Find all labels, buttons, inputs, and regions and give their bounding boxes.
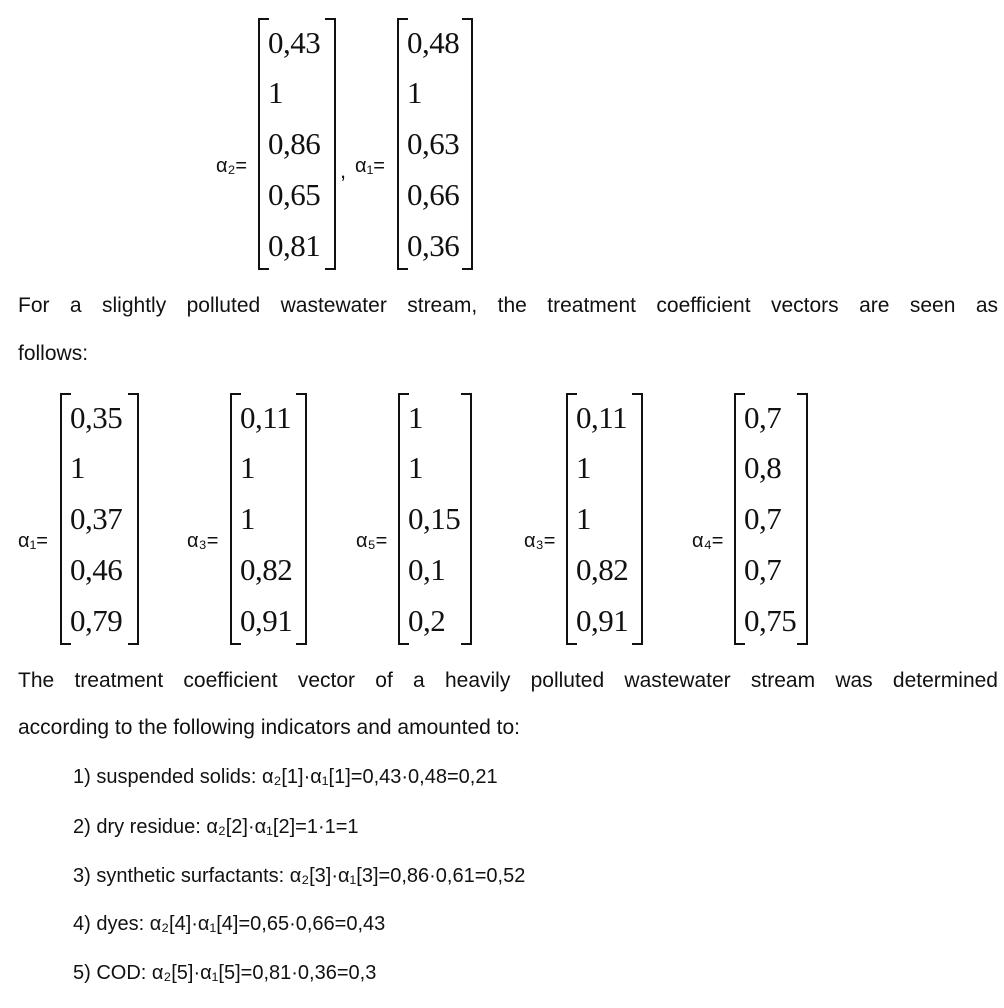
vector-entry: 0,37: [70, 501, 123, 536]
coefficient-vector: [566, 393, 643, 645]
list-item: 3) synthetic surfactants: α₂[3]·α₁[3]=0,86·0,61=0,52: [73, 865, 526, 887]
vector-entry: 0,1: [408, 552, 446, 587]
vector-entry: 0,91: [240, 603, 293, 638]
vector-entry: 1: [407, 75, 422, 110]
vector-label: α₁=: [355, 155, 385, 177]
vector-entry: 1: [408, 400, 423, 435]
vector-entry: 0,15: [408, 501, 461, 536]
vector-entry: 0,7: [744, 400, 782, 435]
vector-label: α₃=: [524, 530, 556, 552]
vector-entry: 0,82: [240, 552, 293, 587]
vector-entry: 1: [408, 450, 423, 485]
vector-entry: 0,43: [268, 25, 321, 60]
vector-entry: 0,82: [576, 552, 629, 587]
vector-entry: 0,2: [408, 603, 446, 638]
vector-entry: 1: [240, 501, 255, 536]
vector-entry: 0,81: [268, 228, 321, 263]
vector-entry: 0,66: [407, 177, 460, 212]
vector-entry: 0,35: [70, 400, 123, 435]
right-bracket: [632, 393, 643, 645]
vector-entry: 0,8: [744, 450, 782, 485]
vector-entry: 0,63: [407, 126, 460, 161]
coefficient-vector: [230, 393, 307, 645]
vector-entry: 0,11: [240, 400, 292, 435]
coefficient-vector: [734, 393, 808, 645]
right-bracket: [461, 393, 472, 645]
vector-entry: 1: [240, 450, 255, 485]
paragraph-heavily-polluted-line1: The treatment coefficient vector of a heavily polluted wastewater stream was determined: [18, 669, 998, 692]
vector-entry: 0,79: [70, 603, 123, 638]
list-item: 1) suspended solids: α₂[1]·α₁[1]=0,43·0,48=0,21: [73, 766, 498, 788]
vector-label: α₃=: [187, 530, 219, 552]
right-bracket: [797, 393, 808, 645]
vector-entry: 1: [70, 450, 85, 485]
coefficient-vector: [398, 393, 472, 645]
right-bracket: [128, 393, 139, 645]
vector-label: α₂=: [216, 155, 248, 177]
vector-entry: 0,46: [70, 552, 123, 587]
vector-entry: 0,91: [576, 603, 629, 638]
vector-label: α₅=: [356, 530, 388, 552]
vector-entry: 0,11: [576, 400, 628, 435]
right-bracket: [325, 18, 336, 270]
vector-label: α₁=: [18, 530, 48, 552]
paragraph-slightly-polluted-line2: follows:: [18, 342, 89, 365]
vector-entry: 0,65: [268, 177, 321, 212]
vector-entry: 0,86: [268, 126, 321, 161]
right-bracket: [462, 18, 473, 270]
coefficient-vector: [397, 18, 473, 270]
vector-entry: 0,7: [744, 552, 782, 587]
vector-entry: 1: [576, 450, 591, 485]
vector-entry: 1: [268, 75, 283, 110]
list-item: 5) COD: α₂[5]·α₁[5]=0,81·0,36=0,3: [73, 962, 377, 984]
list-item: 2) dry residue: α₂[2]·α₁[2]=1·1=1: [73, 816, 359, 838]
vector-label: α₄=: [692, 530, 724, 552]
separator-comma: ,: [340, 158, 347, 183]
coefficient-vector: [258, 18, 336, 270]
right-bracket: [296, 393, 307, 645]
coefficient-vector: [60, 393, 139, 645]
list-item: 4) dyes: α₂[4]·α₁[4]=0,65·0,66=0,43: [73, 913, 386, 935]
vector-entry: 0,48: [407, 25, 460, 60]
vector-entry: 0,36: [407, 228, 460, 263]
vector-entry: 0,75: [744, 603, 797, 638]
vector-entry: 1: [576, 501, 591, 536]
paragraph-slightly-polluted-line1: For a slightly polluted wastewater stream, the treatment coefficient vectors are seen as: [18, 294, 998, 317]
paragraph-heavily-polluted-line2: according to the following indicators and amounted to:: [18, 716, 520, 739]
vector-entry: 0,7: [744, 501, 782, 536]
